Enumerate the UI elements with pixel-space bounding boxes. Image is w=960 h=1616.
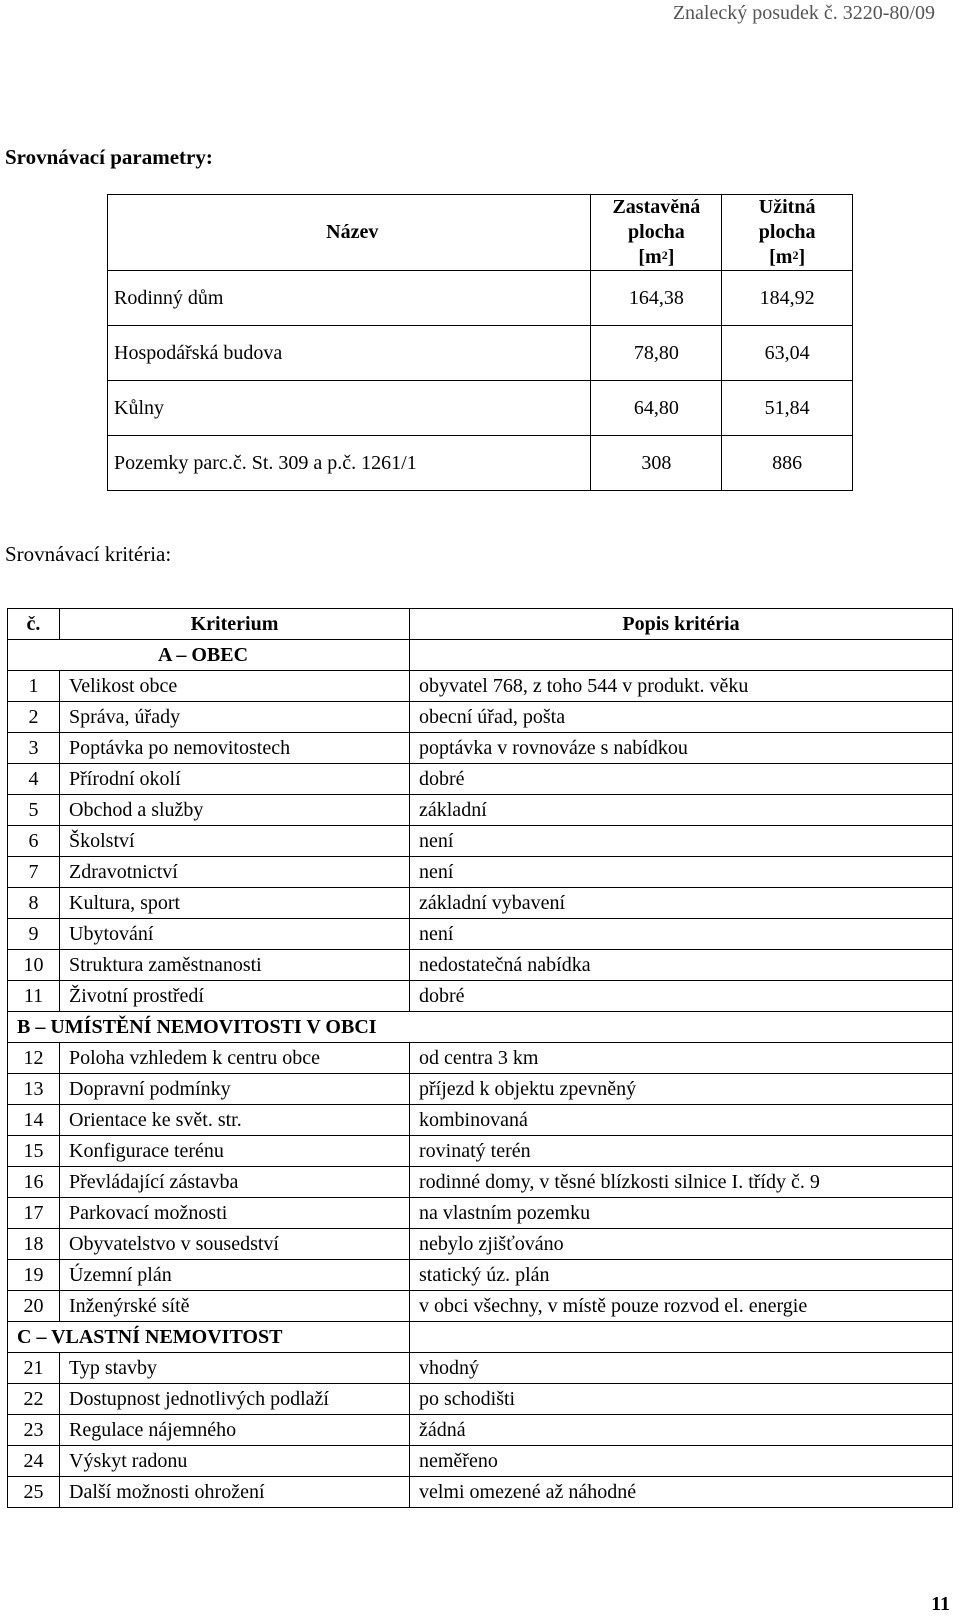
criterion-name: Konfigurace terénu [60, 1136, 410, 1167]
params-table [107, 194, 853, 491]
criterion-description: obyvatel 768, z toho 544 v produkt. věku [410, 671, 953, 702]
criterion-description: poptávka v rovnováze s nabídkou [410, 733, 953, 764]
header-description: Popis kritéria [410, 609, 953, 640]
param-built: 308 [591, 436, 722, 491]
criterion-name: Správa, úřady [60, 702, 410, 733]
header-built-unit-close: ] [667, 246, 675, 268]
param-usable: 63,04 [722, 326, 853, 381]
table-row [8, 888, 953, 919]
table-row [8, 826, 953, 857]
criterion-name: Zdravotnictví [60, 857, 410, 888]
criterion-number: 2 [8, 702, 60, 733]
header-built-l1: Zastavěná [612, 196, 701, 218]
criterion-description: není [410, 826, 953, 857]
header-no: č. [8, 609, 60, 640]
criterion-description: rovinatý terén [410, 1136, 953, 1167]
criterion-number: 18 [8, 1229, 60, 1260]
criterion-name: Přírodní okolí [60, 764, 410, 795]
section-row [8, 1322, 953, 1353]
criterion-description: nedostatečná nabídka [410, 950, 953, 981]
criterion-name: Převládající zástavba [60, 1167, 410, 1198]
criterion-number: 22 [8, 1384, 60, 1415]
section-row [8, 640, 953, 671]
criterion-description: žádná [410, 1415, 953, 1446]
criterion-description: kombinovaná [410, 1105, 953, 1136]
section-filler-cell [410, 1322, 953, 1353]
table-row [108, 381, 853, 436]
criterion-description: dobré [410, 981, 953, 1012]
criterion-number: 10 [8, 950, 60, 981]
param-name: Hospodářská budova [108, 326, 591, 381]
criterion-name: Typ stavby [60, 1353, 410, 1384]
table-row [8, 764, 953, 795]
params-header-row [108, 195, 853, 271]
header-built-unit: [m [638, 246, 662, 268]
criterion-name: Školství [60, 826, 410, 857]
table-row [8, 1477, 953, 1508]
table-row [8, 1043, 953, 1074]
criterion-number: 1 [8, 671, 60, 702]
criterion-name: Ubytování [60, 919, 410, 950]
running-header: Znalecký posudek č. 3220-80/09 [672, 2, 935, 24]
criterion-name: Územní plán [60, 1260, 410, 1291]
section-c-heading: C – VLASTNÍ NEMOVITOST [8, 1322, 410, 1353]
criterion-description: příjezd k objektu zpevněný [410, 1074, 953, 1105]
criterion-description: neměřeno [410, 1446, 953, 1477]
params-section-title: Srovnávací parametry: [5, 145, 213, 169]
criterion-number: 3 [8, 733, 60, 764]
criterion-description: v obci všechny, v místě pouze rozvod el. energie [410, 1291, 953, 1322]
criterion-number: 21 [8, 1353, 60, 1384]
criterion-name: Regulace nájemného [60, 1415, 410, 1446]
section-a-heading: A – OBEC [8, 640, 410, 671]
table-row [108, 326, 853, 381]
table-row [8, 1229, 953, 1260]
param-name: Kůlny [108, 381, 591, 436]
header-usable-unit-close: ] [798, 246, 806, 268]
criterion-name: Poloha vzhledem k centru obce [60, 1043, 410, 1074]
table-row [108, 271, 853, 326]
criterion-number: 23 [8, 1415, 60, 1446]
criterion-number: 11 [8, 981, 60, 1012]
criterion-number: 24 [8, 1446, 60, 1477]
table-row [8, 1446, 953, 1477]
table-row [8, 1198, 953, 1229]
criterion-description: na vlastním pozemku [410, 1198, 953, 1229]
param-usable: 886 [722, 436, 853, 491]
criterion-number: 9 [8, 919, 60, 950]
criterion-number: 4 [8, 764, 60, 795]
criterion-name: Poptávka po nemovitostech [60, 733, 410, 764]
criterion-number: 17 [8, 1198, 60, 1229]
criterion-description: základní [410, 795, 953, 826]
criterion-description: nebylo zjišťováno [410, 1229, 953, 1260]
criteria-table [7, 608, 953, 1508]
table-row [8, 981, 953, 1012]
criterion-name: Parkovací možnosti [60, 1198, 410, 1229]
criterion-name: Inženýrské sítě [60, 1291, 410, 1322]
table-row [8, 795, 953, 826]
criterion-name: Dopravní podmínky [60, 1074, 410, 1105]
table-row [8, 857, 953, 888]
header-built-area [591, 195, 722, 271]
criterion-name: Orientace ke svět. str. [60, 1105, 410, 1136]
criterion-description: není [410, 919, 953, 950]
criterion-name: Kultura, sport [60, 888, 410, 919]
header-name: Název [108, 195, 591, 271]
table-row [8, 702, 953, 733]
param-built: 64,80 [591, 381, 722, 436]
criterion-number: 25 [8, 1477, 60, 1508]
criterion-name: Obyvatelstvo v sousedství [60, 1229, 410, 1260]
table-row [8, 1074, 953, 1105]
criterion-description: rodinné domy, v těsné blízkosti silnice I. třídy č. 9 [410, 1167, 953, 1198]
criterion-name: Další možnosti ohrožení [60, 1477, 410, 1508]
table-row [8, 733, 953, 764]
criterion-description: velmi omezené až náhodné [410, 1477, 953, 1508]
section-row [8, 1012, 953, 1043]
table-row [8, 1167, 953, 1198]
param-name: Rodinný dům [108, 271, 591, 326]
criteria-body [8, 640, 953, 1508]
criterion-number: 7 [8, 857, 60, 888]
header-usable-unit: [m [769, 246, 793, 268]
criterion-number: 15 [8, 1136, 60, 1167]
param-built: 164,38 [591, 271, 722, 326]
criterion-number: 5 [8, 795, 60, 826]
header-built-sup: 2 [661, 248, 668, 262]
criterion-description: po schodišti [410, 1384, 953, 1415]
table-row [8, 950, 953, 981]
param-name: Pozemky parc.č. St. 309 a p.č. 1261/1 [108, 436, 591, 491]
table-row [8, 1136, 953, 1167]
criterion-number: 20 [8, 1291, 60, 1322]
table-row [8, 1384, 953, 1415]
criterion-number: 6 [8, 826, 60, 857]
criterion-number: 8 [8, 888, 60, 919]
header-usable-area [722, 195, 853, 271]
criterion-number: 13 [8, 1074, 60, 1105]
criterion-description: základní vybavení [410, 888, 953, 919]
param-usable: 51,84 [722, 381, 853, 436]
table-row [8, 1291, 953, 1322]
criteria-header-row [8, 609, 953, 640]
criterion-number: 19 [8, 1260, 60, 1291]
table-row [8, 1105, 953, 1136]
criterion-name: Struktura zaměstnanosti [60, 950, 410, 981]
criterion-name: Velikost obce [60, 671, 410, 702]
criterion-name: Výskyt radonu [60, 1446, 410, 1477]
criterion-name: Životní prostředí [60, 981, 410, 1012]
criterion-number: 14 [8, 1105, 60, 1136]
criteria-section-title: Srovnávací kritéria: [5, 542, 172, 566]
criterion-description: statický úz. plán [410, 1260, 953, 1291]
table-row [8, 919, 953, 950]
criterion-description: od centra 3 km [410, 1043, 953, 1074]
criterion-number: 12 [8, 1043, 60, 1074]
criterion-description: dobré [410, 764, 953, 795]
table-row [108, 436, 853, 491]
table-row [8, 1415, 953, 1446]
header-usable-l1: Užitná [758, 196, 816, 218]
table-row [8, 671, 953, 702]
criterion-description: není [410, 857, 953, 888]
criterion-description: vhodný [410, 1353, 953, 1384]
criterion-name: Obchod a služby [60, 795, 410, 826]
header-usable-sup: 2 [792, 248, 799, 262]
criterion-number: 16 [8, 1167, 60, 1198]
criterion-description: obecní úřad, pošta [410, 702, 953, 733]
param-usable: 184,92 [722, 271, 853, 326]
page-number: 11 [931, 1593, 950, 1615]
section-filler-cell [410, 640, 953, 671]
table-row [8, 1353, 953, 1384]
param-built: 78,80 [591, 326, 722, 381]
criterion-name: Dostupnost jednotlivých podlaží [60, 1384, 410, 1415]
section-b-heading: B – UMÍSTĚNÍ NEMOVITOSTI V OBCI [8, 1012, 953, 1043]
table-row [8, 1260, 953, 1291]
header-usable-l2: plocha [758, 221, 816, 243]
header-built-l2: plocha [628, 221, 685, 243]
header-criterion: Kriterium [60, 609, 410, 640]
